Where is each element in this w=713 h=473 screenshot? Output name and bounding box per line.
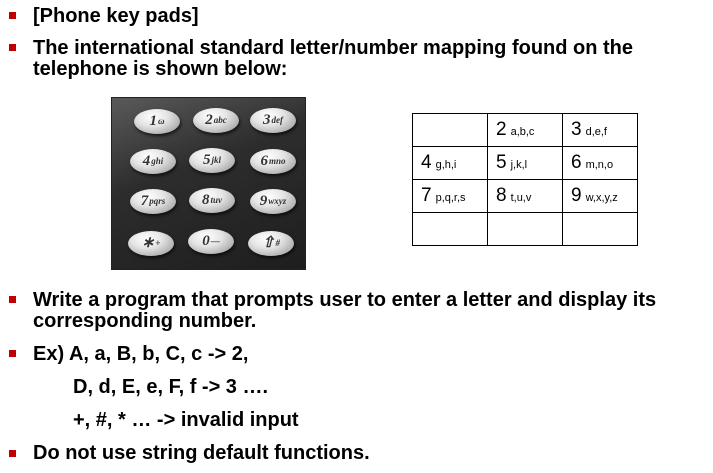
table-cell: 8 t,u,v bbox=[488, 180, 563, 213]
keypad-key-star: ∗ + bbox=[128, 231, 174, 256]
keypad-key-2: 2 abc bbox=[193, 108, 239, 133]
heading-phone-key-pads: [Phone key pads] bbox=[33, 5, 199, 27]
keypad-key-6: 6 mno bbox=[250, 149, 296, 174]
example-line-3: +, #, * … -> invalid input bbox=[73, 409, 299, 431]
table-cell: 6 m,n,o bbox=[563, 147, 638, 180]
table-cell bbox=[413, 213, 488, 246]
keypad-key-3: 3 def bbox=[250, 108, 296, 133]
task-line-2: corresponding number. bbox=[33, 310, 257, 332]
table-cell bbox=[413, 114, 488, 147]
keypad-key-1: 1 ω bbox=[134, 109, 180, 134]
keypad-key-hash: ⇧ # bbox=[248, 231, 294, 256]
keypad-key-0: 0 — bbox=[188, 229, 234, 254]
mapping-intro-line-1: The international standard letter/number mapping found on the bbox=[33, 37, 634, 59]
table-cell: 2 a,b,c bbox=[488, 114, 563, 147]
table-cell: 3 d,e,f bbox=[563, 114, 638, 147]
phone-keypad-image bbox=[111, 97, 306, 270]
table-row bbox=[413, 180, 638, 213]
table-cell: 5 j,k,l bbox=[488, 147, 563, 180]
example-line-2: D, d, E, e, F, f -> 3 …. bbox=[73, 376, 269, 398]
table-cell bbox=[488, 213, 563, 246]
constraint-line: Do not use string default functions. bbox=[33, 442, 370, 464]
table-cell: 9 w,x,y,z bbox=[563, 180, 638, 213]
bullet-marker bbox=[9, 350, 16, 357]
table-cell: 4 g,h,i bbox=[413, 147, 488, 180]
bullet-marker bbox=[9, 450, 16, 457]
table-row bbox=[413, 114, 638, 147]
bullet-marker bbox=[9, 296, 16, 303]
keypad-key-5: 5 jkl bbox=[189, 148, 235, 173]
keypad-key-4: 4 ghi bbox=[130, 149, 176, 174]
letter-number-mapping-table bbox=[412, 113, 638, 246]
keypad-key-9: 9 wxyz bbox=[250, 189, 296, 214]
bullet-marker bbox=[9, 44, 16, 51]
task-line-1: Write a program that prompts user to enter a letter and display its bbox=[33, 289, 657, 311]
table-row bbox=[413, 147, 638, 180]
table-cell: 7 p,q,r,s bbox=[413, 180, 488, 213]
table-row bbox=[413, 213, 638, 246]
table-cell bbox=[563, 213, 638, 246]
example-line-1: Ex) A, a, B, b, C, c -> 2, bbox=[33, 343, 249, 365]
mapping-intro-line-2: telephone is shown below: bbox=[33, 58, 288, 80]
keypad-key-8: 8 tuv bbox=[189, 188, 235, 213]
bullet-marker bbox=[9, 12, 16, 19]
keypad-key-7: 7 pqrs bbox=[130, 189, 176, 214]
